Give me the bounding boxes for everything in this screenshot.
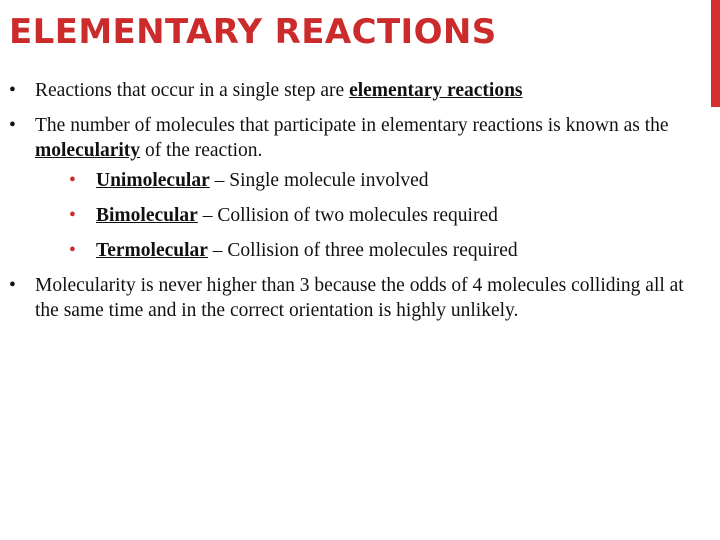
- term-elementary-reactions: elementary reactions: [349, 80, 523, 101]
- sub-bullet-item-unimolecular: [69, 168, 699, 193]
- sub-bullet-icon: •: [69, 240, 76, 261]
- bullet-item-elementary-reactions: [9, 78, 699, 103]
- bullet-text-after: of the reaction.: [140, 140, 263, 161]
- sub-bullet-item-bimolecular: [69, 203, 699, 228]
- accent-bar: [711, 0, 720, 107]
- sub-bullet-desc: – Collision of three molecules required: [207, 240, 518, 261]
- term-unimolecular: Unimolecular: [96, 170, 210, 191]
- bullet-text: The number of molecules that participate in elementary reactions is known as the: [35, 115, 669, 136]
- sub-bullet-list: [69, 168, 699, 263]
- term-molecularity: molecularity: [35, 140, 141, 161]
- bullet-icon: •: [9, 80, 16, 101]
- bullet-text: Reactions that occur in a single step are: [35, 80, 350, 101]
- term-bimolecular: Bimolecular: [96, 205, 198, 226]
- sub-bullet-icon: •: [69, 205, 76, 226]
- sub-bullet-icon: •: [69, 170, 76, 191]
- sub-bullet-item-termolecular: [69, 238, 699, 263]
- bullet-text: Molecularity is never higher than 3 because the odds of 4 molecules colliding all at the same time and in the correct orientation is highly unlikely.: [35, 275, 684, 321]
- sub-bullet-desc: – Single molecule involved: [209, 170, 429, 191]
- bullet-icon: •: [9, 115, 16, 136]
- bullet-icon: •: [9, 275, 16, 296]
- bullet-item-molecularity: [9, 113, 699, 263]
- sub-bullet-desc: – Collision of two molecules required: [197, 205, 498, 226]
- bullet-list: [9, 78, 699, 323]
- term-termolecular: Termolecular: [96, 240, 208, 261]
- slide-content: [9, 78, 699, 333]
- bullet-item-molecularity-limit: [9, 273, 699, 323]
- slide-title: ELEMENTARY REACTIONS: [9, 12, 497, 52]
